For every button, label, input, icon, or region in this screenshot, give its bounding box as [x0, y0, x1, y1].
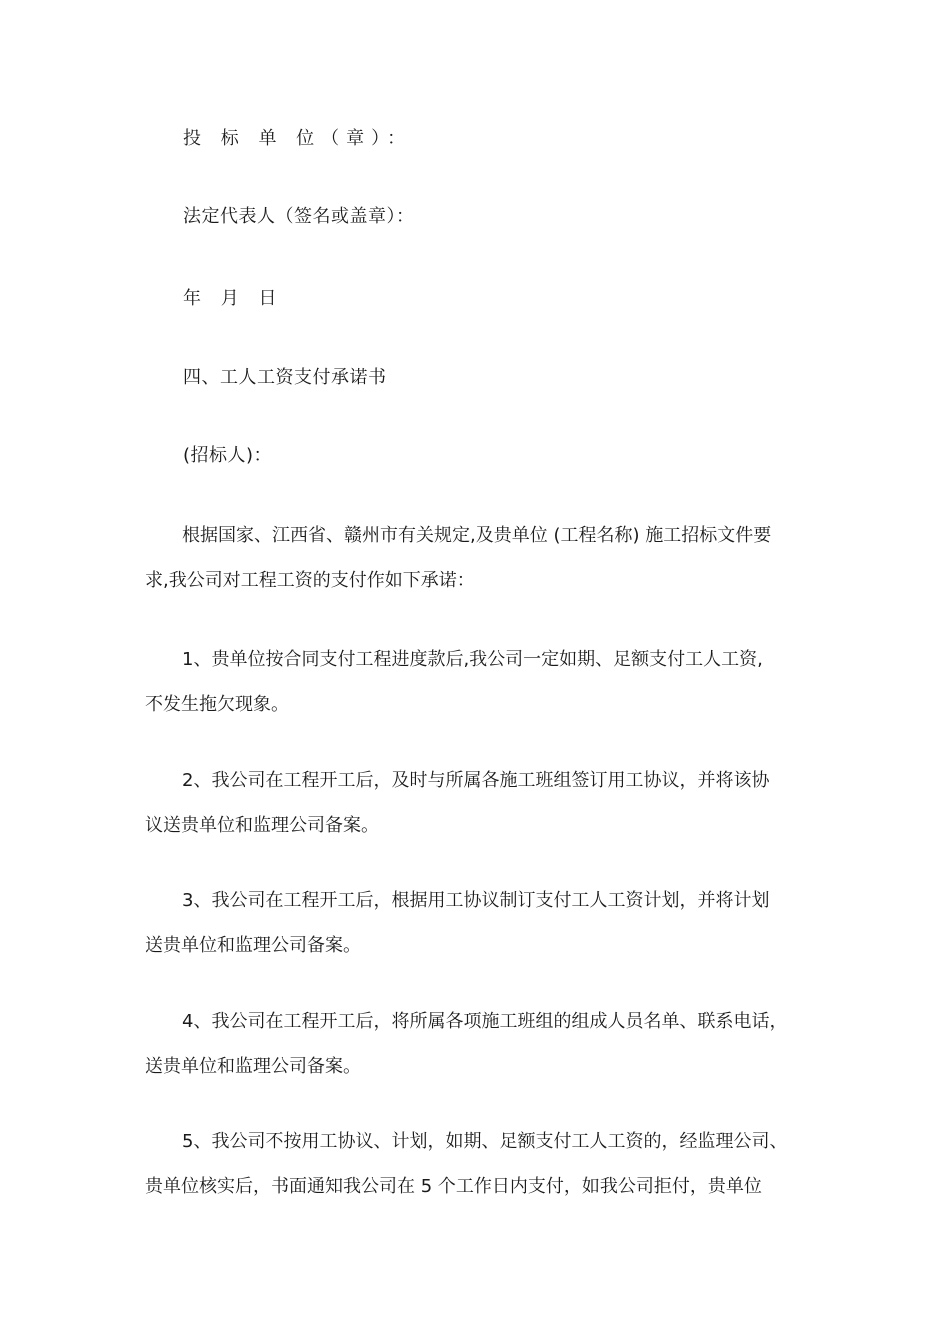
commitment-item-3 — [145, 889, 825, 958]
item-line-1: 5、我公司不按用工协议、计划，如期、足额支付工人工资的，经监理公司、 — [182, 1131, 788, 1152]
intro-line-1: 根据国家、江西省、赣州市有关规定,及贵单位 (工程名称) 施工招标文件要 — [182, 525, 772, 546]
addressee-line: (招标人)： — [183, 445, 273, 466]
intro-paragraph — [145, 524, 825, 593]
commitment-item-4 — [145, 1010, 825, 1079]
item-line-1: 1、贵单位按合同支付工程进度款后,我公司一定如期、足额支付工人工资, — [182, 649, 763, 670]
item-line-2: 送贵单位和监理公司备案。 — [145, 1056, 361, 1077]
item-line-2: 贵单位核实后，书面通知我公司在 5 个工作日内支付，如我公司拒付，贵单位 — [145, 1176, 762, 1197]
intro-line-2: 求,我公司对工程工资的支付作如下承诺： — [145, 570, 475, 591]
commitment-item-5 — [145, 1130, 825, 1199]
bidder-unit-line: 投 标 单 位（章）： — [183, 128, 413, 149]
legal-representative-line: 法定代表人（签名或盖章）： — [183, 206, 415, 227]
commitment-item-1 — [145, 648, 825, 717]
item-line-1: 2、我公司在工程开工后，及时与所属各施工班组签订用工协议，并将该协 — [182, 770, 770, 791]
item-line-2: 送贵单位和监理公司备案。 — [145, 935, 361, 956]
section-title: 四、工人工资支付承诺书 — [183, 367, 387, 388]
date-line: 年 月 日 — [183, 288, 284, 309]
item-line-1: 4、我公司在工程开工后，将所属各项施工班组的组成人员名单、联系电话， — [182, 1011, 788, 1032]
item-line-2: 议送贵单位和监理公司备案。 — [145, 815, 379, 836]
item-line-1: 3、我公司在工程开工后，根据用工协议制订支付工人工资计划，并将计划 — [182, 890, 770, 911]
commitment-item-2 — [145, 769, 825, 838]
item-line-2: 不发生拖欠现象。 — [145, 694, 289, 715]
